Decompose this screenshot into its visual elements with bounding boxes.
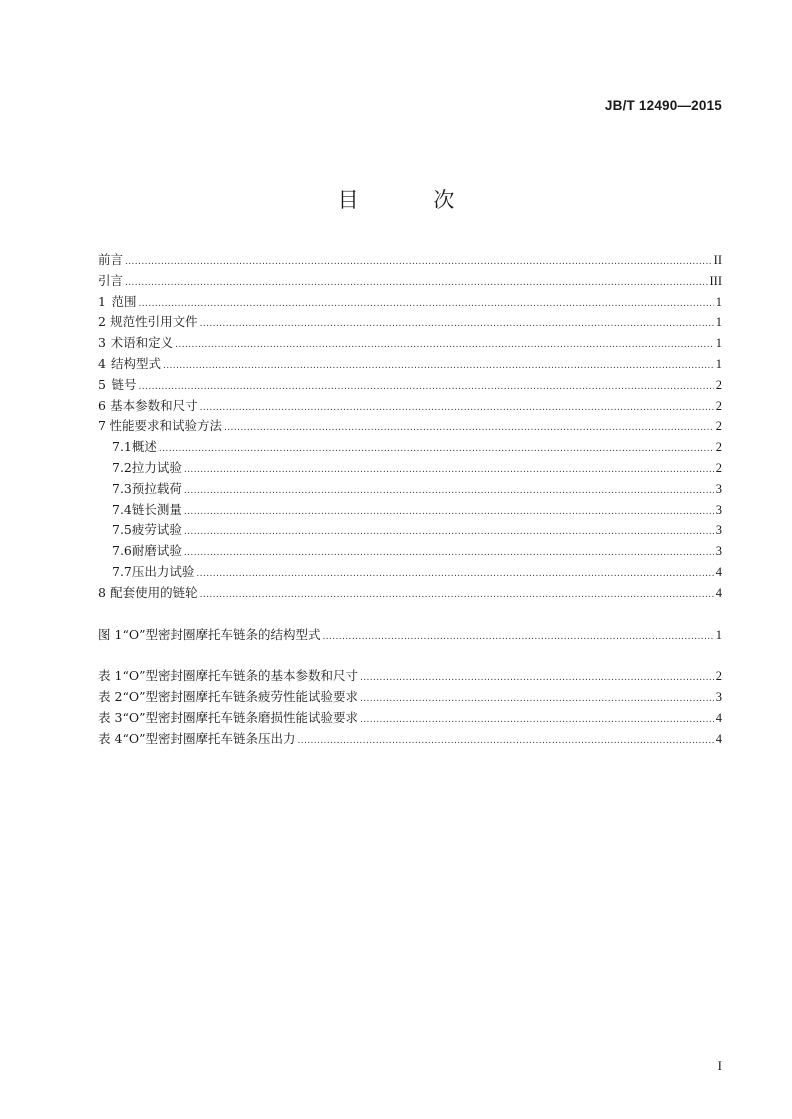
dot-leader	[125, 252, 712, 273]
toc-entry-page: 1	[715, 336, 722, 351]
dot-leader	[200, 398, 714, 419]
toc-entry-number: 4	[98, 355, 106, 371]
toc-entry-title: 术语和定义	[110, 335, 174, 351]
toc-entry-page: 2	[715, 460, 722, 475]
toc-entry-number: 7.6	[112, 543, 132, 559]
toc-entry[interactable]	[98, 250, 722, 271]
toc-entry-page: 3	[715, 523, 722, 538]
toc-entry-number: 5	[98, 376, 106, 392]
dot-leader	[184, 481, 714, 502]
toc-entry-page: 2	[715, 669, 722, 684]
toc-entry-page: 4	[715, 731, 722, 746]
toc-entry[interactable]	[98, 416, 722, 437]
toc-entry-number: 1	[98, 293, 106, 309]
dot-leader	[163, 356, 714, 377]
toc-entry-page: 3	[715, 544, 722, 559]
toc-entry[interactable]	[98, 396, 722, 417]
toc-entry-title: “O”型密封圈摩托车链条的结构型式	[122, 626, 321, 642]
table-entry[interactable]	[98, 687, 722, 708]
dot-leader	[125, 273, 707, 294]
toc-entry-number: 3	[98, 335, 106, 351]
toc-entry-title: 基本参数和尺寸	[110, 397, 198, 413]
table-entry[interactable]	[98, 708, 722, 729]
toc-entry-title: 范围	[111, 293, 137, 309]
dot-leader	[184, 522, 714, 543]
toc-entry-page: 3	[715, 690, 722, 705]
toc-entry-page: 2	[715, 419, 722, 434]
toc-entry[interactable]	[98, 271, 722, 292]
toc-entry-number: 7.4	[112, 501, 132, 517]
dot-leader	[360, 710, 714, 731]
dot-leader	[322, 627, 713, 648]
table-entry[interactable]	[98, 729, 722, 750]
toc-entry-number: 表 4	[98, 730, 123, 746]
toc-entry-page: 2	[715, 398, 722, 413]
dot-leader	[184, 460, 714, 481]
dot-leader	[139, 294, 714, 315]
toc-entry-page: 4	[715, 585, 722, 600]
toc-entry-title: 预拉载荷	[131, 480, 182, 496]
dot-leader	[196, 564, 713, 585]
toc-entry-title: 概述	[131, 439, 157, 455]
toc-entry-title: 链号	[111, 376, 137, 392]
toc-entry-page: 3	[715, 481, 722, 496]
toc-entry[interactable]	[98, 375, 722, 396]
toc-entry-page: 1	[715, 356, 722, 371]
toc-entry-page: 1	[715, 627, 722, 642]
toc-entry-number: 6	[98, 397, 106, 413]
toc-entry[interactable]	[98, 520, 722, 541]
toc-entry-number: 表 1	[98, 668, 123, 684]
table-of-contents	[98, 250, 722, 750]
toc-entry-title: “O”型密封圈摩托车链条磨损性能试验要求	[122, 709, 358, 725]
toc-entry-page: 4	[715, 710, 722, 725]
toc-entry-title: 结构型式	[110, 355, 161, 371]
toc-entry[interactable]	[98, 479, 722, 500]
toc-entry-page: 2	[715, 440, 722, 455]
dot-leader	[175, 335, 714, 356]
toc-main-section	[98, 250, 722, 604]
page-title: 目 次	[337, 188, 489, 212]
page-number: I	[717, 1058, 722, 1073]
toc-entry[interactable]	[98, 437, 722, 458]
toc-entry[interactable]	[98, 583, 722, 604]
table-entry[interactable]	[98, 666, 722, 687]
toc-entry-number: 图 1	[98, 626, 123, 642]
toc-entry-page: III	[709, 273, 722, 288]
toc-entry-number: 7.7	[112, 563, 132, 579]
toc-entry-page: II	[713, 253, 722, 267]
dot-leader	[139, 377, 714, 398]
toc-entry[interactable]	[98, 562, 722, 583]
toc-entry-number: 2	[98, 314, 106, 330]
toc-entry-number: 7.5	[112, 522, 132, 538]
toc-entry-number: 7	[98, 418, 106, 434]
toc-entry-title: 疲劳试验	[131, 522, 182, 538]
toc-entry-number: 8	[98, 584, 106, 600]
toc-entry-title: 配套使用的链轮	[110, 584, 198, 600]
dot-leader	[360, 668, 714, 689]
toc-entry-page: 4	[715, 564, 722, 579]
toc-entry-page: 1	[715, 294, 722, 309]
toc-entry-title: 规范性引用文件	[110, 314, 198, 330]
toc-entry-title: “O”型密封圈摩托车链条的基本参数和尺寸	[122, 668, 358, 684]
figure-entry[interactable]	[98, 625, 722, 646]
toc-entry-title: 拉力试验	[131, 459, 182, 475]
toc-figures-section	[98, 625, 722, 646]
toc-tables-section	[98, 666, 722, 749]
toc-entry-title: 链长测量	[131, 501, 182, 517]
toc-entry[interactable]	[98, 312, 722, 333]
dot-leader	[360, 689, 714, 710]
toc-entry-title: “O”型密封圈摩托车链条疲劳性能试验要求	[122, 689, 358, 705]
toc-entry-title: 耐磨试验	[131, 543, 182, 559]
dot-leader	[297, 731, 713, 752]
toc-entry-number: 7.3	[112, 480, 132, 496]
dot-leader	[224, 418, 714, 439]
standard-code: JB/T 12490—2015	[604, 98, 722, 113]
toc-entry[interactable]	[98, 292, 722, 313]
toc-entry-title: 引言	[98, 272, 124, 288]
toc-entry[interactable]	[98, 500, 722, 521]
toc-entry-title: 性能要求和试验方法	[109, 418, 223, 434]
toc-entry-number: 表 3	[98, 709, 123, 725]
toc-entry-page: 2	[715, 377, 722, 392]
toc-entry-page: 3	[715, 502, 722, 517]
dot-leader	[184, 502, 714, 523]
dot-leader	[200, 314, 714, 335]
toc-entry[interactable]	[98, 354, 722, 375]
dot-leader	[184, 543, 714, 564]
toc-entry[interactable]	[98, 333, 722, 354]
toc-entry-title: 压出力试验	[131, 563, 195, 579]
toc-entry-page: 1	[715, 315, 722, 330]
toc-entry-title: 前言	[98, 252, 124, 267]
toc-entry[interactable]	[98, 541, 722, 562]
toc-entry-number: 7.2	[112, 459, 132, 475]
toc-entry-number: 7.1	[112, 439, 132, 455]
toc-entry[interactable]	[98, 458, 722, 479]
dot-leader	[200, 585, 714, 606]
dot-leader	[159, 439, 714, 460]
toc-entry-title: “O”型密封圈摩托车链条压出力	[122, 730, 296, 746]
toc-entry-number: 表 2	[98, 689, 123, 705]
